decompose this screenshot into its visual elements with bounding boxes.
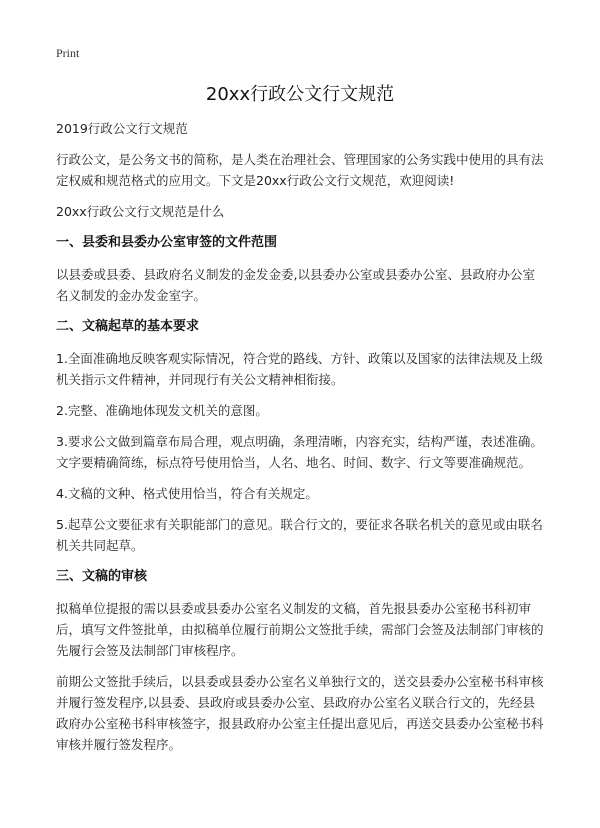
document-title: 20xx行政公文行文规范 bbox=[205, 84, 395, 105]
section2-item-1: 1.全面准确地反映客观实际情况，符合党的路线、方针、政策以及国家的法律法规及上级机关指示文件精神，并同现行有关公文精神相衔接。 bbox=[56, 351, 543, 387]
section3-paragraph-1: 拟稿单位提报的需以县委或县委办公室名义制发的文稿，首先报县委办公室秘书科初审后，填写文件签批单，由拟稿单位履行前期公文签批手续，需部门会签及法制部门审核的先履行会签及法制部门审核程序。 bbox=[56, 601, 544, 658]
document-body bbox=[56, 118, 546, 765]
section1-text: 以县委或县委、县政府名义制发的金发金委,以县委办公室或县委办公室、县政府办公室名义制发的金办发金室字。 bbox=[56, 267, 535, 303]
section1-heading: 一、县委和县委办公室审签的文件范围 bbox=[56, 235, 278, 250]
section2-item-5: 5.起草公文要征求有关职能部门的意见。联合行文的，要征求各联名机关的意见或由联名机关共同起草。 bbox=[56, 517, 543, 553]
document-subtitle: 2019行政公文行文规范 bbox=[56, 121, 188, 136]
section3-heading: 三、文稿的审核 bbox=[56, 569, 148, 584]
section3-paragraph-2: 前期公文签批手续后，以县委或县委办公室名义单独行文的，送交县委办公室秘书科审核并履行签发程序,以县委、县政府或县委办公室、县政府办公室名义联合行文的，先经县政府办公室秘书科审核签字，报县政府办公室主任提出意见后，再送交县委办公室秘书科审核并履行签发程序。 bbox=[56, 674, 544, 752]
section2-heading: 二、文稿起草的基本要求 bbox=[56, 319, 200, 334]
print-label: Print bbox=[56, 46, 80, 60]
question-line: 20xx行政公文行文规范是什么 bbox=[56, 204, 225, 219]
section2-item-3: 3.要求公文做到篇章布局合理，观点明确，条理清晰，内容充实，结构严谨，表述准确。文字要精确简练，标点符号使用恰当，人名、地名、时间、数字、行文等要准确规范。 bbox=[56, 434, 543, 470]
section2-item-4: 4.文稿的文种、格式使用恰当，符合有关规定。 bbox=[56, 486, 318, 501]
intro-paragraph: 行政公文，是公务文书的简称，是人类在治理社会、管理国家的公务实践中使用的具有法定权威和规范格式的应用文。下文是20xx行政公文行文规范，欢迎阅读! bbox=[56, 152, 544, 188]
section2-item-2: 2.完整、准确地体现发文机关的意图。 bbox=[56, 403, 268, 418]
